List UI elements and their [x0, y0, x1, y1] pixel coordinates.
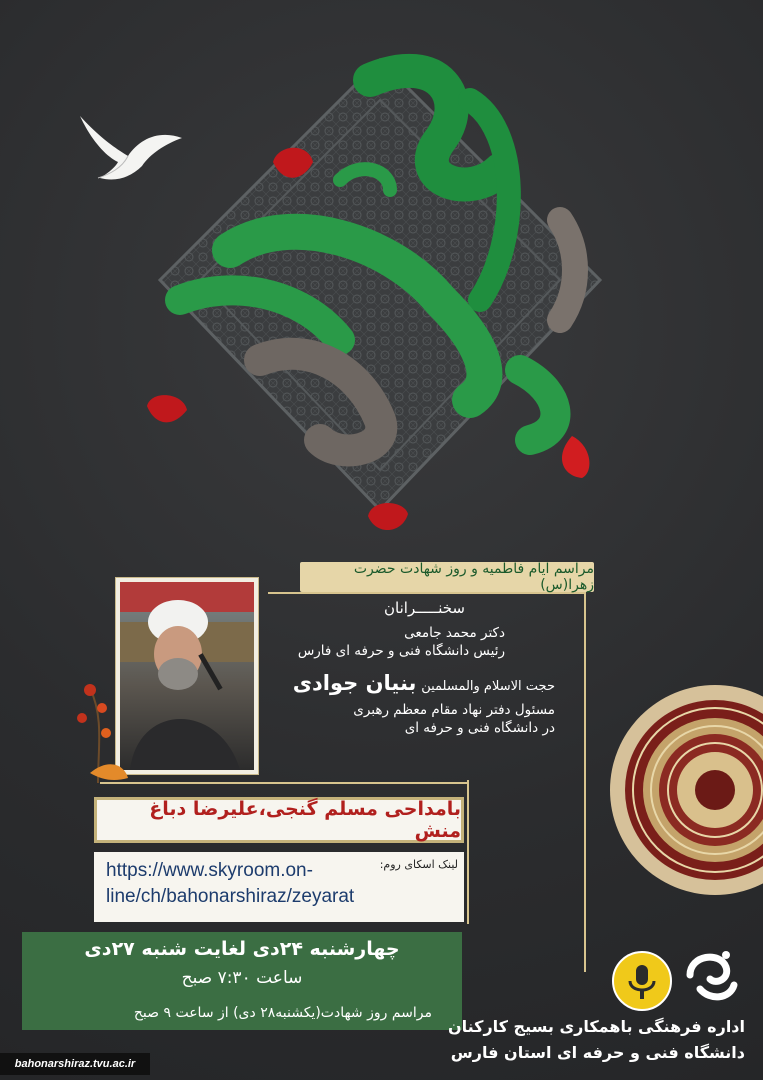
organizer-block — [448, 1014, 745, 1066]
microphone-icon — [614, 953, 670, 1009]
speaker2-name: بنیان جوادی — [292, 670, 417, 695]
organizer-line2: دانشگاه فنی و حرفه ای استان فارس — [450, 1043, 745, 1062]
speakers-block — [225, 598, 555, 737]
speakers-heading: سخنـــــرانان — [384, 599, 465, 617]
maddahi-text: بامداحی مسلم گنجی،علیرضا دباغ منش — [149, 798, 461, 842]
schedule-time: ساعت ۷:۳۰ صبح — [181, 968, 303, 988]
skyroom-link-box — [94, 852, 464, 922]
ceremony-title-banner — [300, 562, 594, 592]
skyroom-link-label: لینک اسکای روم: — [379, 858, 458, 871]
speaker2-role1: مسئول دفتر نهاد مقام معظم رهبری — [353, 702, 555, 719]
schedule-martyrdom-day: مراسم روز شهادت(یکشنبه۲۸ دی) از ساعت ۹ صبح — [133, 1005, 432, 1021]
rose-petal-icon — [552, 432, 594, 480]
rose-petal-icon — [362, 494, 412, 538]
speaker1-name: دکتر محمد جامعی — [404, 625, 505, 642]
ceremony-title: مراسم ایام فاطمیه و روز شهادت حضرت زهرا(س) — [353, 561, 594, 593]
fatemiyeh-calligraphy-art — [140, 40, 620, 540]
organizer-line1: اداره فرهنگی باهمکاری بسیج کارکنان — [447, 1017, 745, 1036]
speaker2-role2: در دانشگاه فنی و حرفه ای — [404, 720, 555, 737]
website-text[interactable]: bahonarshiraz.tvu.ac.ir — [14, 1058, 136, 1070]
frame-line — [467, 780, 469, 924]
radio-logo-icon — [612, 951, 672, 1011]
frame-line — [100, 782, 469, 784]
skyroom-link-url[interactable]: https://www.skyroom.on-line/ch/bahonarshiraz/zeyarat — [106, 860, 355, 907]
speaker1-role: رئیس دانشگاه فنی و حرفه ای فارس — [297, 643, 505, 660]
speaker2-title — [225, 669, 555, 697]
basij-logo-icon — [680, 945, 740, 1007]
ornament-rosette-image — [575, 660, 763, 930]
flower-branch-image — [68, 678, 138, 788]
schedule-days: چهارشنبه ۲۴دی لغایت شنبه ۲۷دی — [84, 938, 400, 960]
maddahi-box — [94, 797, 464, 843]
rose-petal-icon — [268, 142, 318, 186]
rose-petal-icon — [143, 388, 191, 430]
schedule-block — [22, 934, 462, 1021]
website-label[interactable] — [0, 1053, 150, 1075]
speaker2-prefix: حجت الاسلام والمسلمین — [421, 678, 555, 694]
